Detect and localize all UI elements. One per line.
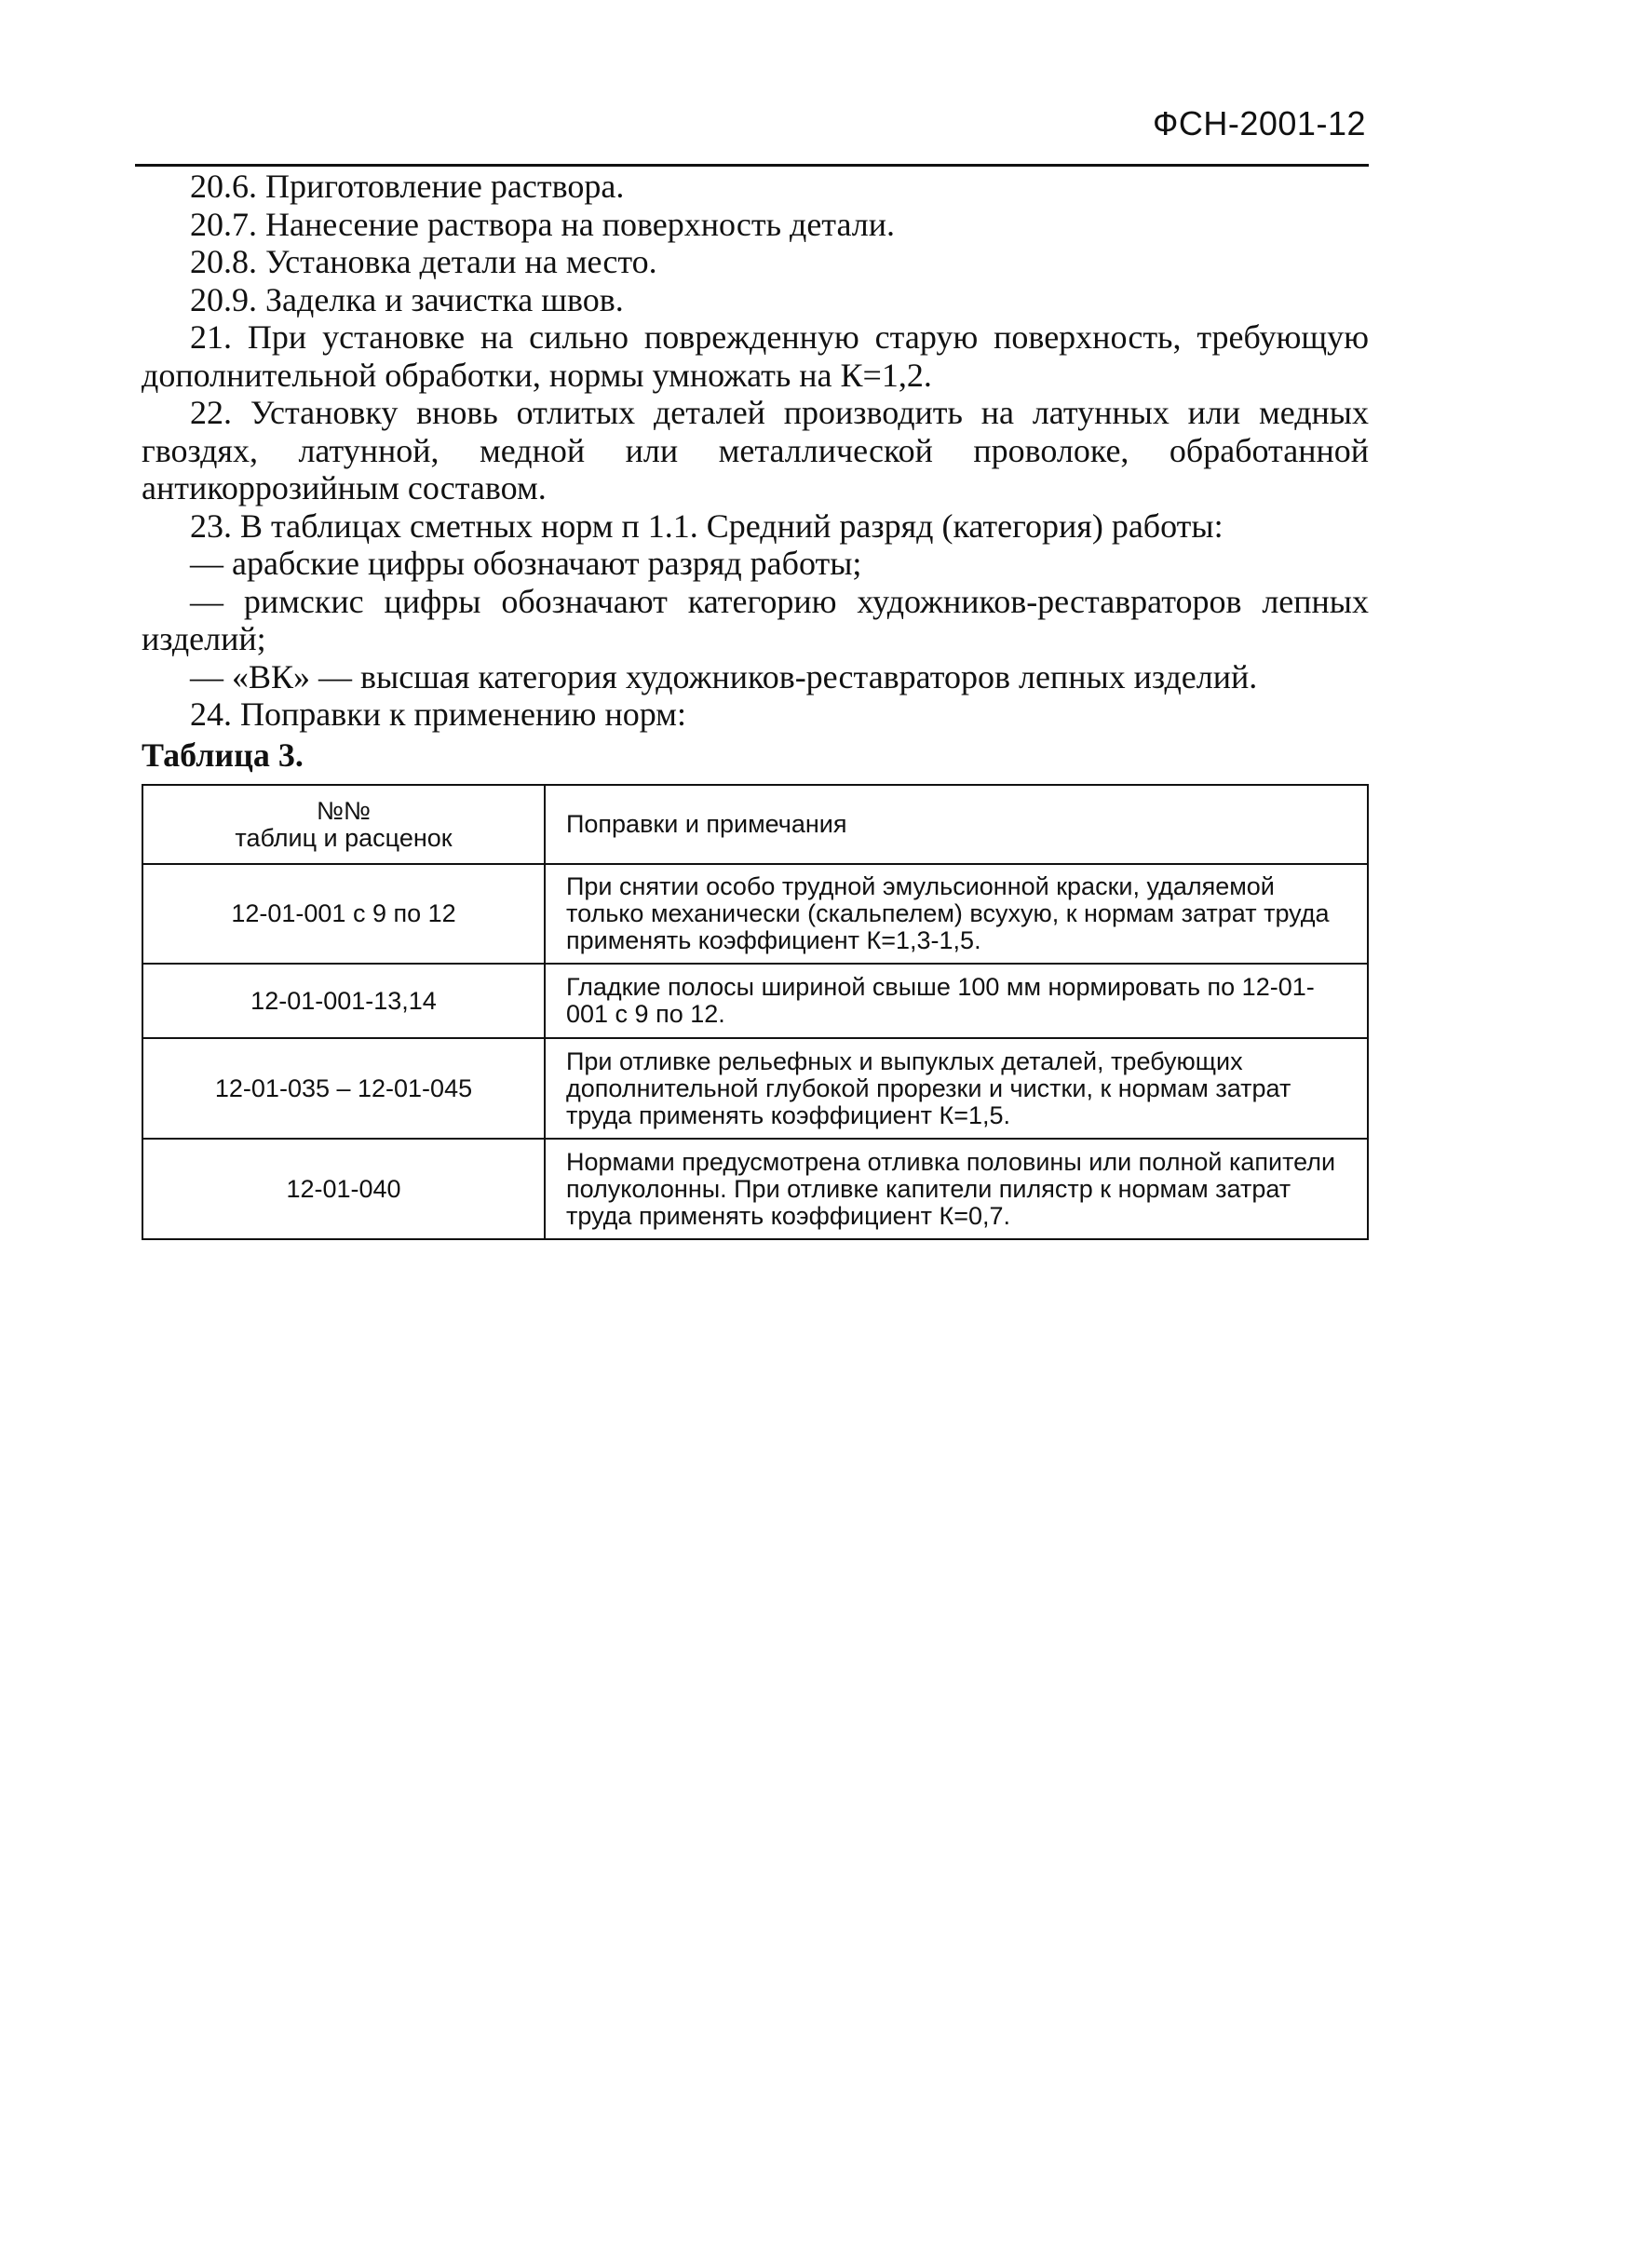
header-code-line2: таблиц и расценок [235, 823, 453, 852]
paragraph-21: 21. При установке на сильно поврежденную старую поверхность, требующую дополнительной обработки, нормы умножать на К=1,2. [142, 318, 1369, 394]
document-code-header: ФСН-2001-12 [1153, 104, 1366, 142]
row-note-cell: При снятии особо трудной эмульсионной краски, удаляемой только механически (скальпелем) всухую, к нормам затрат труда применять коэффициент К=1,3-1,5. [545, 864, 1368, 964]
paragraph-24: 24. Поправки к применению норм: [190, 695, 686, 733]
paragraph-23: 23. В таблицах сметных норм п 1.1. Средний разряд (категория) работы: [190, 506, 1224, 545]
body-text [142, 168, 1369, 734]
paragraph-20-6: 20.6. Приготовление раствора. [190, 168, 625, 205]
table-row [142, 964, 1368, 1038]
header-code-column [142, 785, 545, 864]
table-row [142, 1038, 1368, 1139]
paragraph-20-9: 20.9. Заделка и зачистка швов. [190, 280, 624, 318]
row-code-cell: 12-01-001-13,14 [142, 964, 545, 1038]
list-item-roman: — римскис цифры обозначают категорию художников-реставраторов лепных изделий; [142, 582, 1369, 657]
row-note-cell: Гладкие полосы шириной свыше 100 мм нормировать по 12-01-001 с 9 по 12. [545, 964, 1368, 1038]
table-row [142, 864, 1368, 964]
row-code-cell: 12-01-040 [142, 1139, 545, 1239]
norms-corrections-table [142, 784, 1369, 1240]
list-item-arabic: — арабские цифры обозначают разряд работы; [190, 545, 862, 582]
row-note-cell: Нормами предусмотрена отливка половины или полной капители полуколонны. При отливке капители пилястр к нормам затрат труда применять коэффициент К=0,7. [545, 1139, 1368, 1239]
row-note-cell: При отливке рельефных и выпуклых деталей, требующих дополнительной глубокой прорезки и чистки, к нормам затрат труда применять коэффициент К=1,5. [545, 1038, 1368, 1139]
row-code-cell: 12-01-035 – 12-01-045 [142, 1038, 545, 1139]
row-code-cell: 12-01-001 с 9 по 12 [142, 864, 545, 964]
paragraph-20-8: 20.8. Установка детали на место. [190, 243, 657, 280]
header-note-column: Поправки и примечания [545, 785, 1368, 864]
table-caption: Таблица 3. [142, 736, 304, 774]
header-divider [135, 164, 1369, 167]
table-row [142, 1139, 1368, 1239]
paragraph-22: 22. Установку вновь отлитых деталей производить на латунных или медных гвоздях, латунной, медной или металлической проволоке, обработанной антикоррозийным составом. [142, 394, 1369, 506]
list-item-vk: — «ВК» — высшая категория художников-реставраторов лепных изделий. [190, 657, 1258, 695]
header-code-line1: №№ [317, 796, 371, 825]
table-header-row [142, 785, 1368, 864]
paragraph-20-7: 20.7. Нанесение раствора на поверхность детали. [190, 205, 896, 243]
